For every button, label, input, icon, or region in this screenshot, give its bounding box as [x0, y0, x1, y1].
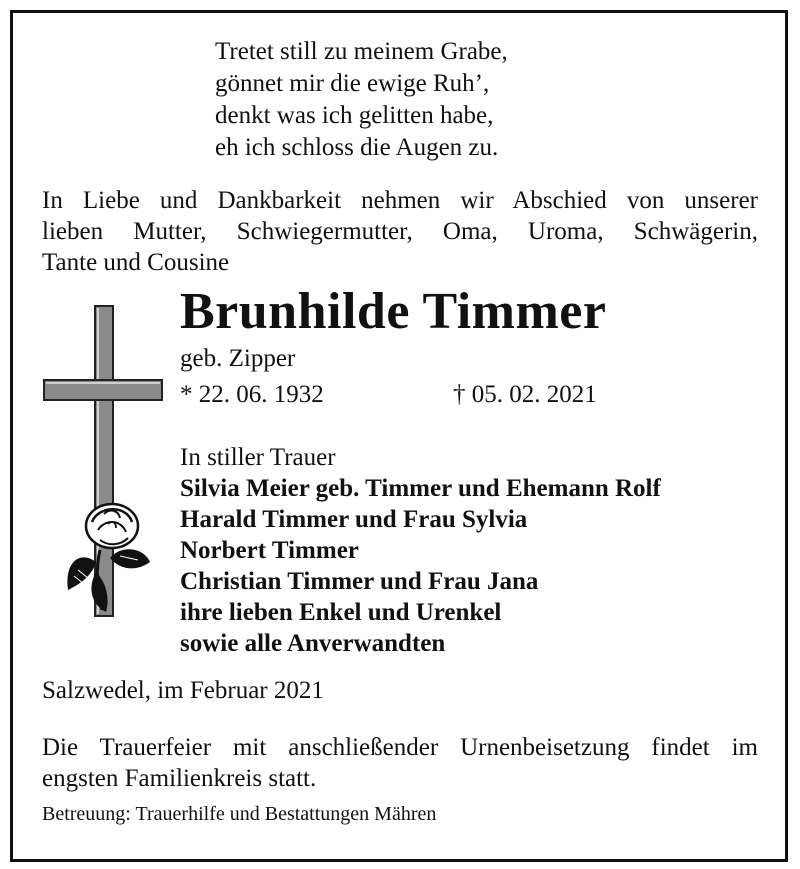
death-date: † 05. 02. 2021	[453, 381, 597, 408]
maiden-name: geb. Zipper	[180, 345, 296, 372]
mourner-line: Norbert Timmer	[180, 537, 359, 564]
mourner-line: sowie alle Anverwandten	[180, 630, 446, 657]
cross-icon	[40, 300, 170, 620]
poem	[215, 36, 508, 164]
poem-line: Tretet still zu meinem Grabe,	[215, 38, 508, 65]
place-date: Salzwedel, im Februar 2021	[42, 677, 324, 704]
poem-line: gönnet mir die ewige Ruh’,	[215, 70, 490, 97]
mourner-line: ihre lieben Enkel und Urenkel	[180, 599, 502, 626]
intro-line: In Liebe und Dankbarkeit nehmen wir Abschied von unserer	[42, 187, 758, 214]
intro-text	[42, 185, 758, 278]
mourners-list	[180, 473, 661, 659]
intro-line: lieben Mutter, Schwiegermutter, Oma, Uroma, Schwägerin,	[42, 218, 758, 245]
funeral-home-credit: Betreuung: Trauerhilfe und Bestattungen Mähren	[42, 803, 437, 825]
mourner-line: Harald Timmer und Frau Sylvia	[180, 506, 528, 533]
birth-date: * 22. 06. 1932	[180, 381, 324, 408]
service-line: engsten Familienkreis statt.	[42, 765, 317, 792]
service-line: Die Trauerfeier mit anschließender Urnenbeisetzung findet im	[42, 734, 758, 761]
deceased-name: Brunhilde Timmer	[180, 283, 607, 340]
mourning-heading: In stiller Trauer	[180, 444, 336, 471]
service-notice	[42, 732, 758, 794]
poem-line: eh ich schloss die Augen zu.	[215, 134, 499, 161]
mourner-line: Silvia Meier geb. Timmer und Ehemann Rolf	[180, 475, 661, 502]
poem-line: denkt was ich gelitten habe,	[215, 102, 494, 129]
intro-line: Tante und Cousine	[42, 249, 230, 276]
mourner-line: Christian Timmer und Frau Jana	[180, 568, 539, 595]
